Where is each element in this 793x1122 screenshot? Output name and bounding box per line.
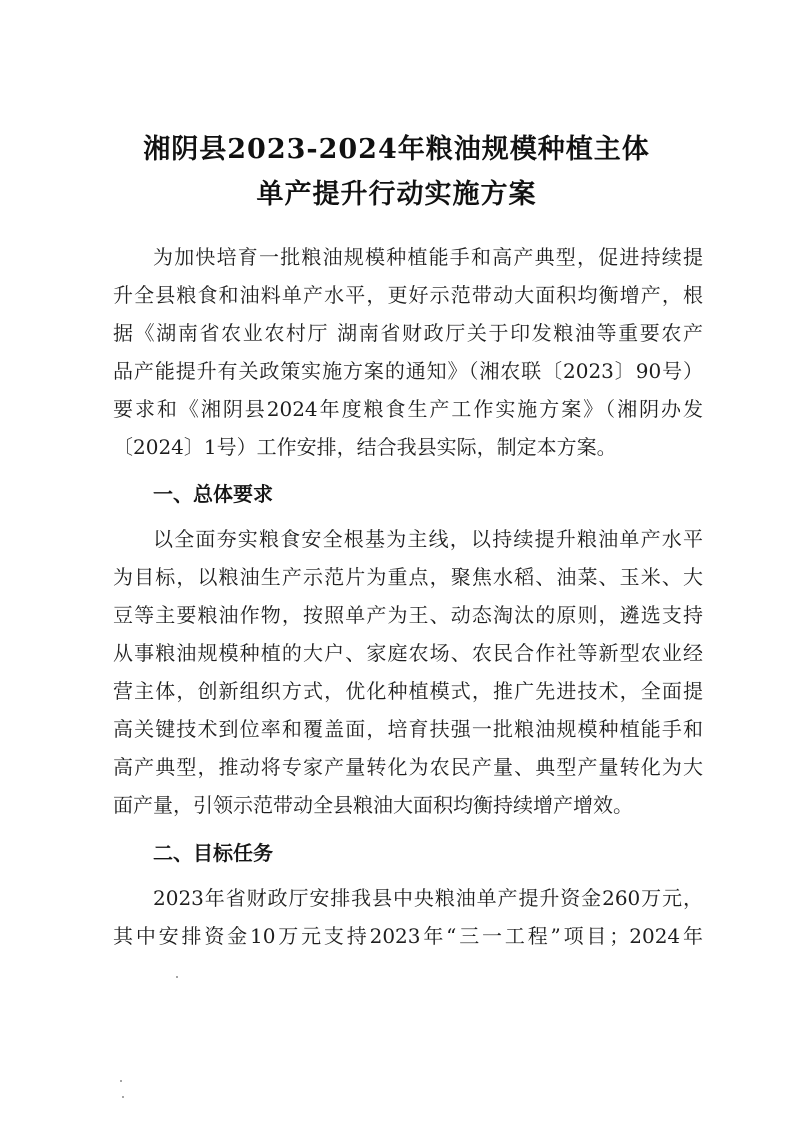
intro-line: 为加快培育一批粮油规模种植能手和高产典型，促进持续提 [153,245,703,269]
section1-line: 以全面夯实粮食安全根基为主线，以持续提升粮油单产水平 [153,527,703,551]
section1-line: 面产量，引领示范带动全县粮油大面积均衡持续增产增效。 [113,793,633,817]
section2-line: 2023年省财政厅安排我县中央粮油单产提升资金260万元， [153,886,703,910]
scan-speck [122,1096,124,1098]
document-title-line-2: 单产提升行动实施方案 [256,179,537,210]
document-title-line-1: 湘阴县2023-2024年粮油规模种植主体 [143,134,650,165]
intro-line: 据《湖南省农业农村厅 湖南省财政厅关于印发粮油等重要农产 [113,321,703,345]
section1-line: 从事粮油规模种植的大户、家庭农场、农民合作社等新型农业经 [113,641,703,665]
intro-line: 要求和《湘阴县2024年度粮食生产工作实施方案》（湘阴办发 [113,397,703,421]
intro-line: 〔2024〕1号）工作安排，结合我县实际，制定本方案。 [113,435,617,459]
section1-line: 营主体，创新组织方式，优化种植模式，推广先进技术，全面提 [113,679,703,703]
section1-line: 高关键技术到位率和覆盖面，培育扶强一批粮油规模种植能手和 [113,717,703,741]
intro-line: 升全县粮食和油料单产水平，更好示范带动大面积均衡增产，根 [113,283,703,307]
intro-line: 品产能提升有关政策实施方案的通知》（湘农联〔2023〕90号） [113,359,703,383]
section1-line: 为目标，以粮油生产示范片为重点，聚焦水稻、油菜、玉米、大 [113,565,703,589]
section1-line: 高产典型，推动将专家产量转化为农民产量、典型产量转化为大 [113,755,703,779]
section2-line: 其中安排资金10万元支持2023年“三一工程”项目；2024年 [113,924,703,948]
scan-speck [176,976,178,978]
section-heading-overall-requirements: 一、总体要求 [153,482,273,506]
section-heading-target-tasks: 二、目标任务 [153,841,273,865]
section1-line: 豆等主要粮油作物，按照单产为王、动态淘汰的原则，遴选支持 [113,603,703,627]
scan-speck [120,1080,122,1082]
